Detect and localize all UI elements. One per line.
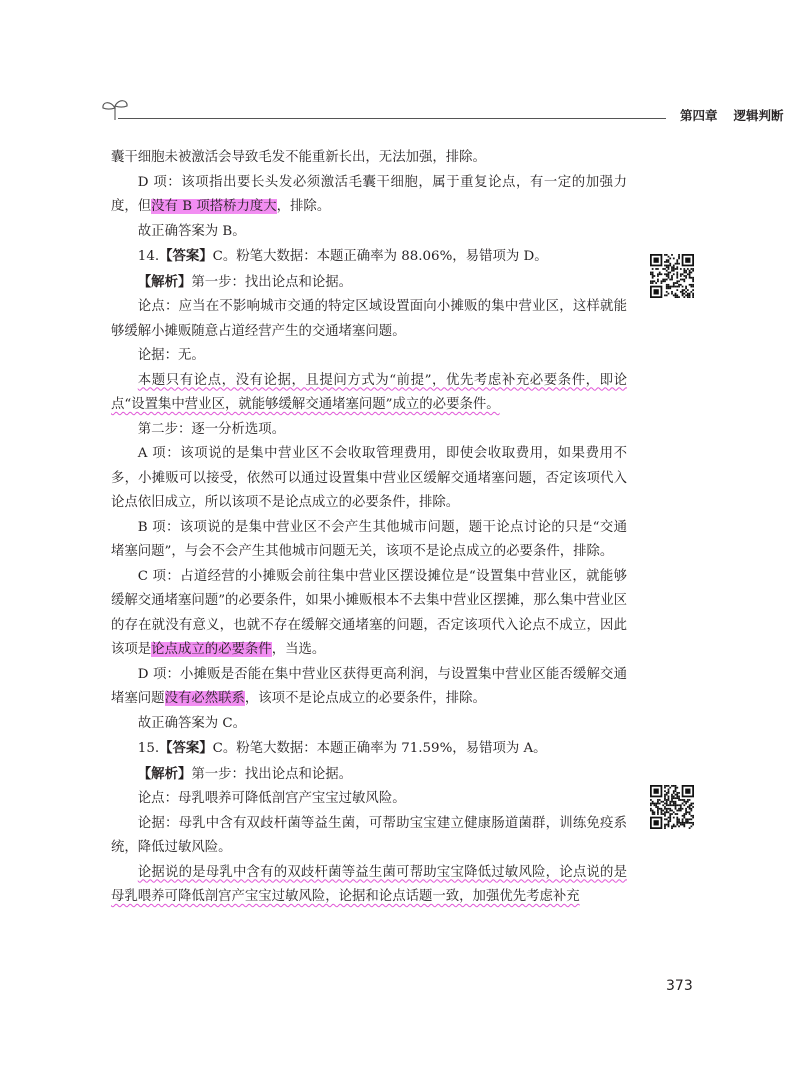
option-b: B 项：该项说的是集中营业区不会产生其他城市问题，题干论点讨论的只是“交通堵塞问题”，与会不会产生其他城市问题无关，该项不是论点成立的必要条件，排除。 [111,519,627,559]
qr-code-icon[interactable] [650,785,694,829]
page-body [111,146,627,910]
question-14-analysis: 【解析】第一步：找出论点和论据。 [137,273,353,290]
question-14-answer: 14.【答案】C。粉笔大数据：本题正确率为 88.06%，易错项为 D。 [137,248,548,264]
option-c: C 项：占道经营的小摊贩会前往集中营业区摆设摊位是“设置集中营业区，就能够缓解交通堵塞问题”的必要条件，如果小摊贩根本不去集中营业区摆摊，那么集中营业区的存在就没有意义，也就不存在缓解交通堵塞的问题，否定该项代入论点不成立，因此该项是论点成立的必要条件，当选。 [111,568,627,657]
chapter-title: 逻辑判断 [733,108,784,123]
answer-label: 【答案】 [159,740,213,756]
paragraph: 论据：母乳中含有双歧杆菌等益生菌，可帮助宝宝建立健康肠道菌群，训练免疫系统，降低过敏风险。 [111,815,627,855]
paragraph [111,369,627,418]
answer-line: 故正确答案为 C。 [137,715,247,731]
option-d: D 项：小摊贩是否能在集中营业区获得更高利润，与设置集中营业区能否缓解交通堵塞问题没有必然联系，该项不是论点成立的必要条件，排除。 [111,666,627,706]
analysis-label: 【解析】 [137,765,192,782]
chapter-heading [680,106,784,124]
paragraph [111,861,627,910]
question-15-answer: 15.【答案】C。粉笔大数据：本题正确率为 71.59%，易错项为 A。 [137,740,547,756]
page-header [100,96,784,126]
question-15-analysis: 【解析】第一步：找出论点和论据。 [137,765,353,782]
paragraph: 论点：母乳喂养可降低剖宫产宝宝过敏风险。 [137,791,406,806]
header-rule [118,118,666,119]
highlight: 没有 B 项搭桥力度大 [151,199,277,214]
analysis-label: 【解析】 [137,273,192,290]
page-number: 373 [666,978,693,994]
paragraph: 论据：无。 [137,348,205,363]
paragraph: 论点：应当在不影响城市交通的特定区域设置面向小摊贩的集中营业区，这样就能够缓解小摊贩随意占道经营产生的交通堵塞问题。 [111,299,627,339]
qr-code-icon[interactable] [650,254,694,298]
underlined-note: 论据说的是母乳中含有的双歧杆菌等益生菌可帮助宝宝降低过敏风险，论点说的是母乳喂养可降低剖宫产宝宝过敏风险，论据和论点话题一致，加强优先考虑补充 [111,864,627,904]
highlight: 没有必然联系 [164,691,245,706]
answer-label: 【答案】 [159,248,213,264]
answer-line: 故正确答案为 B。 [137,223,246,239]
chapter-number: 第四章 [680,108,718,123]
highlight: 论点成立的必要条件 [151,642,272,657]
underlined-note: 本题只有论点，没有论据，且提问方式为“前提”，优先考虑补充必要条件，即论点“设置集中营业区，就能够缓解交通堵塞问题”成立的必要条件。 [111,372,627,412]
paragraph: 囊干细胞未被激活会导致毛发不能重新长出，无法加强，排除。 [111,150,486,165]
paragraph: D 项：该项指出要长头发必须激活毛囊干细胞，属于重复论点，有一定的加强力度，但没有 B 项搭桥力度大，排除。 [111,174,627,214]
paragraph: 第二步：逐一分析选项。 [137,421,286,437]
option-a: A 项：该项说的是集中营业区不会收取管理费用，即使会收取费用，如果费用不多，小摊贩可以接受，依然可以通过设置集中营业区缓解交通堵塞问题，否定该项代入论点依旧成立，所以该项不是论点成立的必要条件，排除。 [111,446,627,510]
